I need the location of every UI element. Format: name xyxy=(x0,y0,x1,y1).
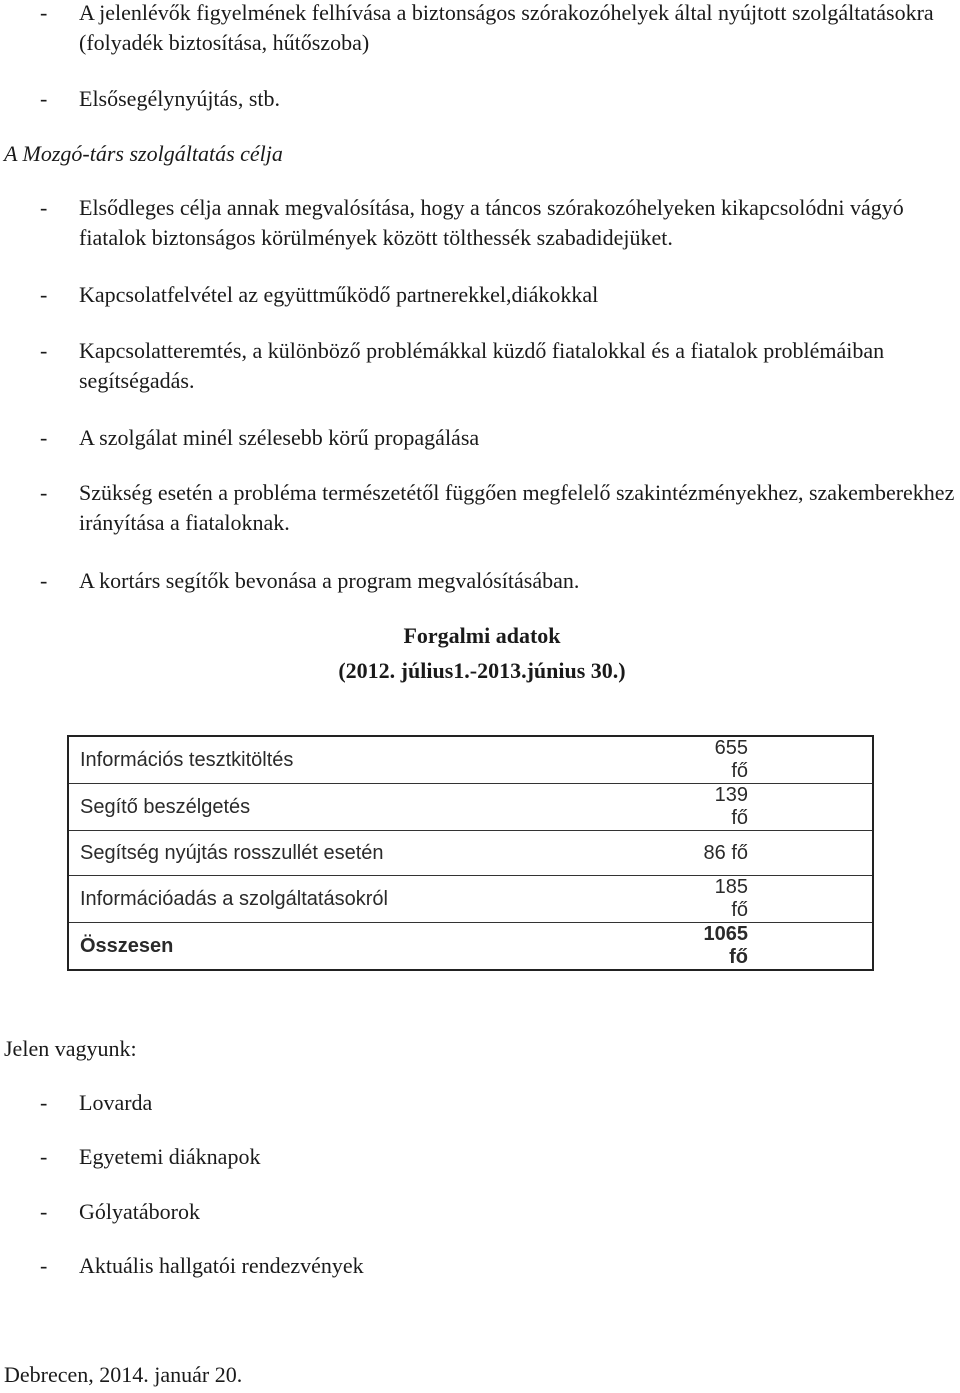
list-dash: - xyxy=(40,1090,48,1115)
goal-item xyxy=(40,336,955,396)
list-dash: - xyxy=(40,282,48,307)
goal-item-text: A kortárs segítők bevonása a program megvalósításában. xyxy=(79,568,580,593)
list-item-text: Elsősegélynyújtás, stb. xyxy=(79,86,281,111)
list-dash: - xyxy=(40,425,48,450)
list-dash: - xyxy=(40,568,48,593)
table-cell-label: Információs tesztkitöltés xyxy=(68,736,692,784)
list-dash: - xyxy=(40,1199,48,1224)
goal-item xyxy=(40,478,955,538)
table-row xyxy=(68,876,873,923)
list-dash: - xyxy=(40,0,48,25)
table-cell-value: 655 fő xyxy=(692,736,874,784)
goal-item xyxy=(40,280,955,310)
presence-item xyxy=(40,1197,955,1227)
table-cell-label: Segítő beszélgetés xyxy=(68,784,692,831)
presence-item-text: Egyetemi diáknapok xyxy=(79,1144,261,1169)
table-cell-label: Segítség nyújtás rosszullét esetén xyxy=(68,831,692,876)
table-cell-value: 139 fő xyxy=(692,784,874,831)
list-dash: - xyxy=(40,338,48,363)
stats-table xyxy=(67,735,874,971)
goal-item-text: Kapcsolatfelvétel az együttműködő partnerekkel,diákokkal xyxy=(79,282,599,307)
table-cell-value: 185 fő xyxy=(692,876,874,923)
stats-title: Forgalmi adatok xyxy=(403,623,561,648)
goal-item xyxy=(40,566,955,596)
goal-item xyxy=(40,423,955,453)
goal-item-text: Elsődleges célja annak megvalósítása, hogy a táncos szórakozóhelyeken kikapcsolódni vágyó fiatalok biztonságos körülmények között tölthessék szabadidejüket. xyxy=(79,195,904,250)
list-dash: - xyxy=(40,1144,48,1169)
list-item xyxy=(40,0,955,58)
stats-period: (2012. július1.-2013.június 30.) xyxy=(338,658,626,683)
table-cell-value: 86 fő xyxy=(692,831,874,876)
presence-heading: Jelen vagyunk: xyxy=(4,1036,137,1061)
table-cell-label: Információadás a szolgáltatásokról xyxy=(68,876,692,923)
table-cell-total-label: Összesen xyxy=(68,923,692,971)
table-cell-total-value: 1065 fő xyxy=(692,923,874,971)
list-dash: - xyxy=(40,1253,48,1278)
presence-item xyxy=(40,1142,955,1172)
list-dash: - xyxy=(40,195,48,220)
list-item xyxy=(40,84,955,114)
goal-item-text: Szükség esetén a probléma természetétől függően megfelelő szakintézményekhez, szakemberekhez irányítása a fiataloknak. xyxy=(79,480,955,535)
table-row xyxy=(68,736,873,784)
presence-item xyxy=(40,1251,955,1281)
section-title: A Mozgó-társ szolgáltatás célja xyxy=(4,141,283,166)
presence-item-text: Aktuális hallgatói rendezvények xyxy=(79,1253,364,1278)
table-row xyxy=(68,784,873,831)
presence-item-text: Gólyatáborok xyxy=(79,1199,200,1224)
presence-item-text: Lovarda xyxy=(79,1090,153,1115)
list-dash: - xyxy=(40,480,48,505)
goal-item-text: A szolgálat minél szélesebb körű propagálása xyxy=(79,425,480,450)
list-dash: - xyxy=(40,86,48,111)
table-row xyxy=(68,831,873,876)
signature-line: Debrecen, 2014. január 20. xyxy=(4,1362,243,1387)
list-item-text: A jelenlévők figyelmének felhívása a biztonságos szórakozóhelyek által nyújtott szolgáltatásokra (folyadék biztosítása, hűtőszoba) xyxy=(79,0,934,55)
goal-item-text: Kapcsolatteremtés, a különböző problémákkal küzdő fiatalokkal és a fiatalok problémáiban segítségadás. xyxy=(79,338,885,393)
table-row-total xyxy=(68,923,873,971)
presence-item xyxy=(40,1088,955,1118)
goal-item xyxy=(40,193,955,253)
